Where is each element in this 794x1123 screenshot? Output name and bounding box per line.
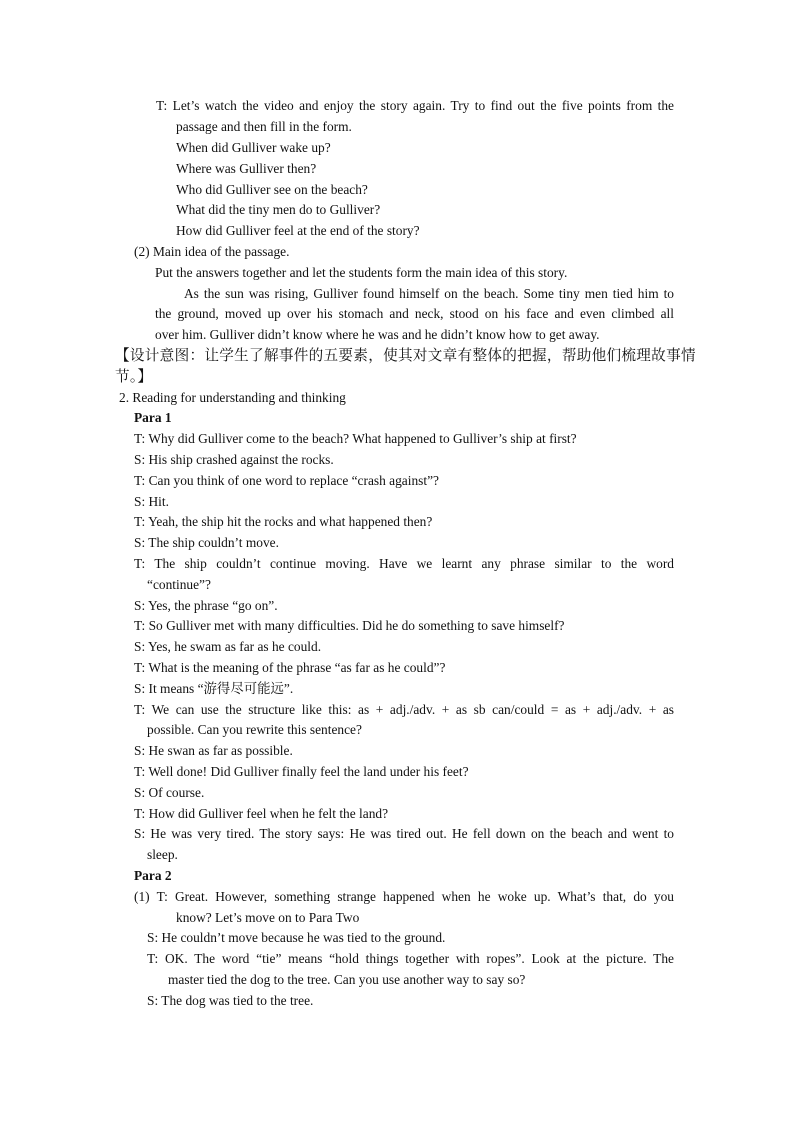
design-note-line: 节。】 bbox=[115, 368, 153, 385]
summary-line: the ground, moved up over his stomach and neck, stood on his face and even climbed all bbox=[155, 306, 674, 321]
dialogue-line: S: The ship couldn’t move. bbox=[134, 535, 279, 550]
dialogue-line: T: Yeah, the ship hit the rocks and what happened then? bbox=[134, 514, 433, 529]
dialogue-line: T: What is the meaning of the phrase “as far as he could”? bbox=[134, 660, 446, 675]
dialogue-line-continuation: sleep. bbox=[147, 847, 178, 862]
dialogue-line: T: The ship couldn’t continue moving. Have we learnt any phrase similar to the word bbox=[134, 556, 674, 571]
dialogue-line: S: Yes, he swam as far as he could. bbox=[134, 639, 322, 654]
para-label: Para 2 bbox=[134, 868, 172, 883]
dialogue-line-continuation: “continue”? bbox=[147, 577, 211, 592]
question-item: How did Gulliver feel at the end of the story? bbox=[176, 223, 420, 238]
dialogue-line: T: Can you think of one word to replace “crash against”? bbox=[134, 473, 439, 488]
dialogue-line: T: OK. The word “tie” means “hold things together with ropes”. Look at the picture. The bbox=[147, 951, 674, 966]
dialogue-line-continuation: know? Let’s move on to Para Two bbox=[176, 910, 360, 925]
dialogue-line-continuation: possible. Can you rewrite this sentence? bbox=[147, 722, 362, 737]
dialogue-line: S: He couldn’t move because he was tied to the ground. bbox=[147, 930, 446, 945]
dialogue-line: T: Why did Gulliver come to the beach? What happened to Gulliver’s ship at first? bbox=[134, 431, 577, 446]
dialogue-line: S: The dog was tied to the tree. bbox=[147, 993, 314, 1008]
question-item: Where was Gulliver then? bbox=[176, 161, 317, 176]
main-idea-heading: (2) Main idea of the passage. bbox=[134, 244, 290, 259]
summary-line: over him. Gulliver didn’t know where he was and he didn’t know how to get away. bbox=[155, 327, 600, 342]
dialogue-line: S: Yes, the phrase “go on”. bbox=[134, 598, 278, 613]
dialogue-line: S: He swan as far as possible. bbox=[134, 743, 293, 758]
dialogue-line: S: It means “游得尽可能远”. bbox=[134, 681, 294, 696]
teacher-line: T: Let’s watch the video and enjoy the story again. Try to find out the five points from the bbox=[156, 98, 674, 113]
dialogue-line: (1) T: Great. However, something strange happened when he woke up. What’s that, do you bbox=[134, 889, 674, 904]
teacher-line-continuation: passage and then fill in the form. bbox=[176, 119, 352, 134]
dialogue-line-continuation: master tied the dog to the tree. Can you use another way to say so? bbox=[168, 972, 526, 987]
dialogue-line: S: Of course. bbox=[134, 785, 205, 800]
question-item: What did the tiny men do to Gulliver? bbox=[176, 202, 381, 217]
para-label: Para 1 bbox=[134, 410, 172, 425]
dialogue-line: T: Well done! Did Gulliver finally feel the land under his feet? bbox=[134, 764, 469, 779]
design-note-line: 【设计意图：让学生了解事件的五要素，使其对文章有整体的把握，帮助他们梳理故事情 bbox=[115, 347, 696, 364]
question-item: When did Gulliver wake up? bbox=[176, 140, 331, 155]
dialogue-line: S: Hit. bbox=[134, 494, 169, 509]
summary-line: As the sun was rising, Gulliver found himself on the beach. Some tiny men tied him to bbox=[184, 286, 674, 301]
question-item: Who did Gulliver see on the beach? bbox=[176, 182, 368, 197]
dialogue-line: T: So Gulliver met with many difficulties. Did he do something to save himself? bbox=[134, 618, 565, 633]
dialogue-line: S: His ship crashed against the rocks. bbox=[134, 452, 334, 467]
dialogue-line: S: He was very tired. The story says: He was tired out. He fell down on the beach and went to bbox=[134, 826, 674, 841]
dialogue-line: T: How did Gulliver feel when he felt the land? bbox=[134, 806, 389, 821]
main-idea-instruction: Put the answers together and let the students form the main idea of this story. bbox=[155, 265, 568, 280]
dialogue-line: T: We can use the structure like this: as + adj./adv. + as sb can/could = as + adj./adv. + as bbox=[134, 702, 674, 717]
section-heading: 2. Reading for understanding and thinking bbox=[119, 390, 346, 405]
